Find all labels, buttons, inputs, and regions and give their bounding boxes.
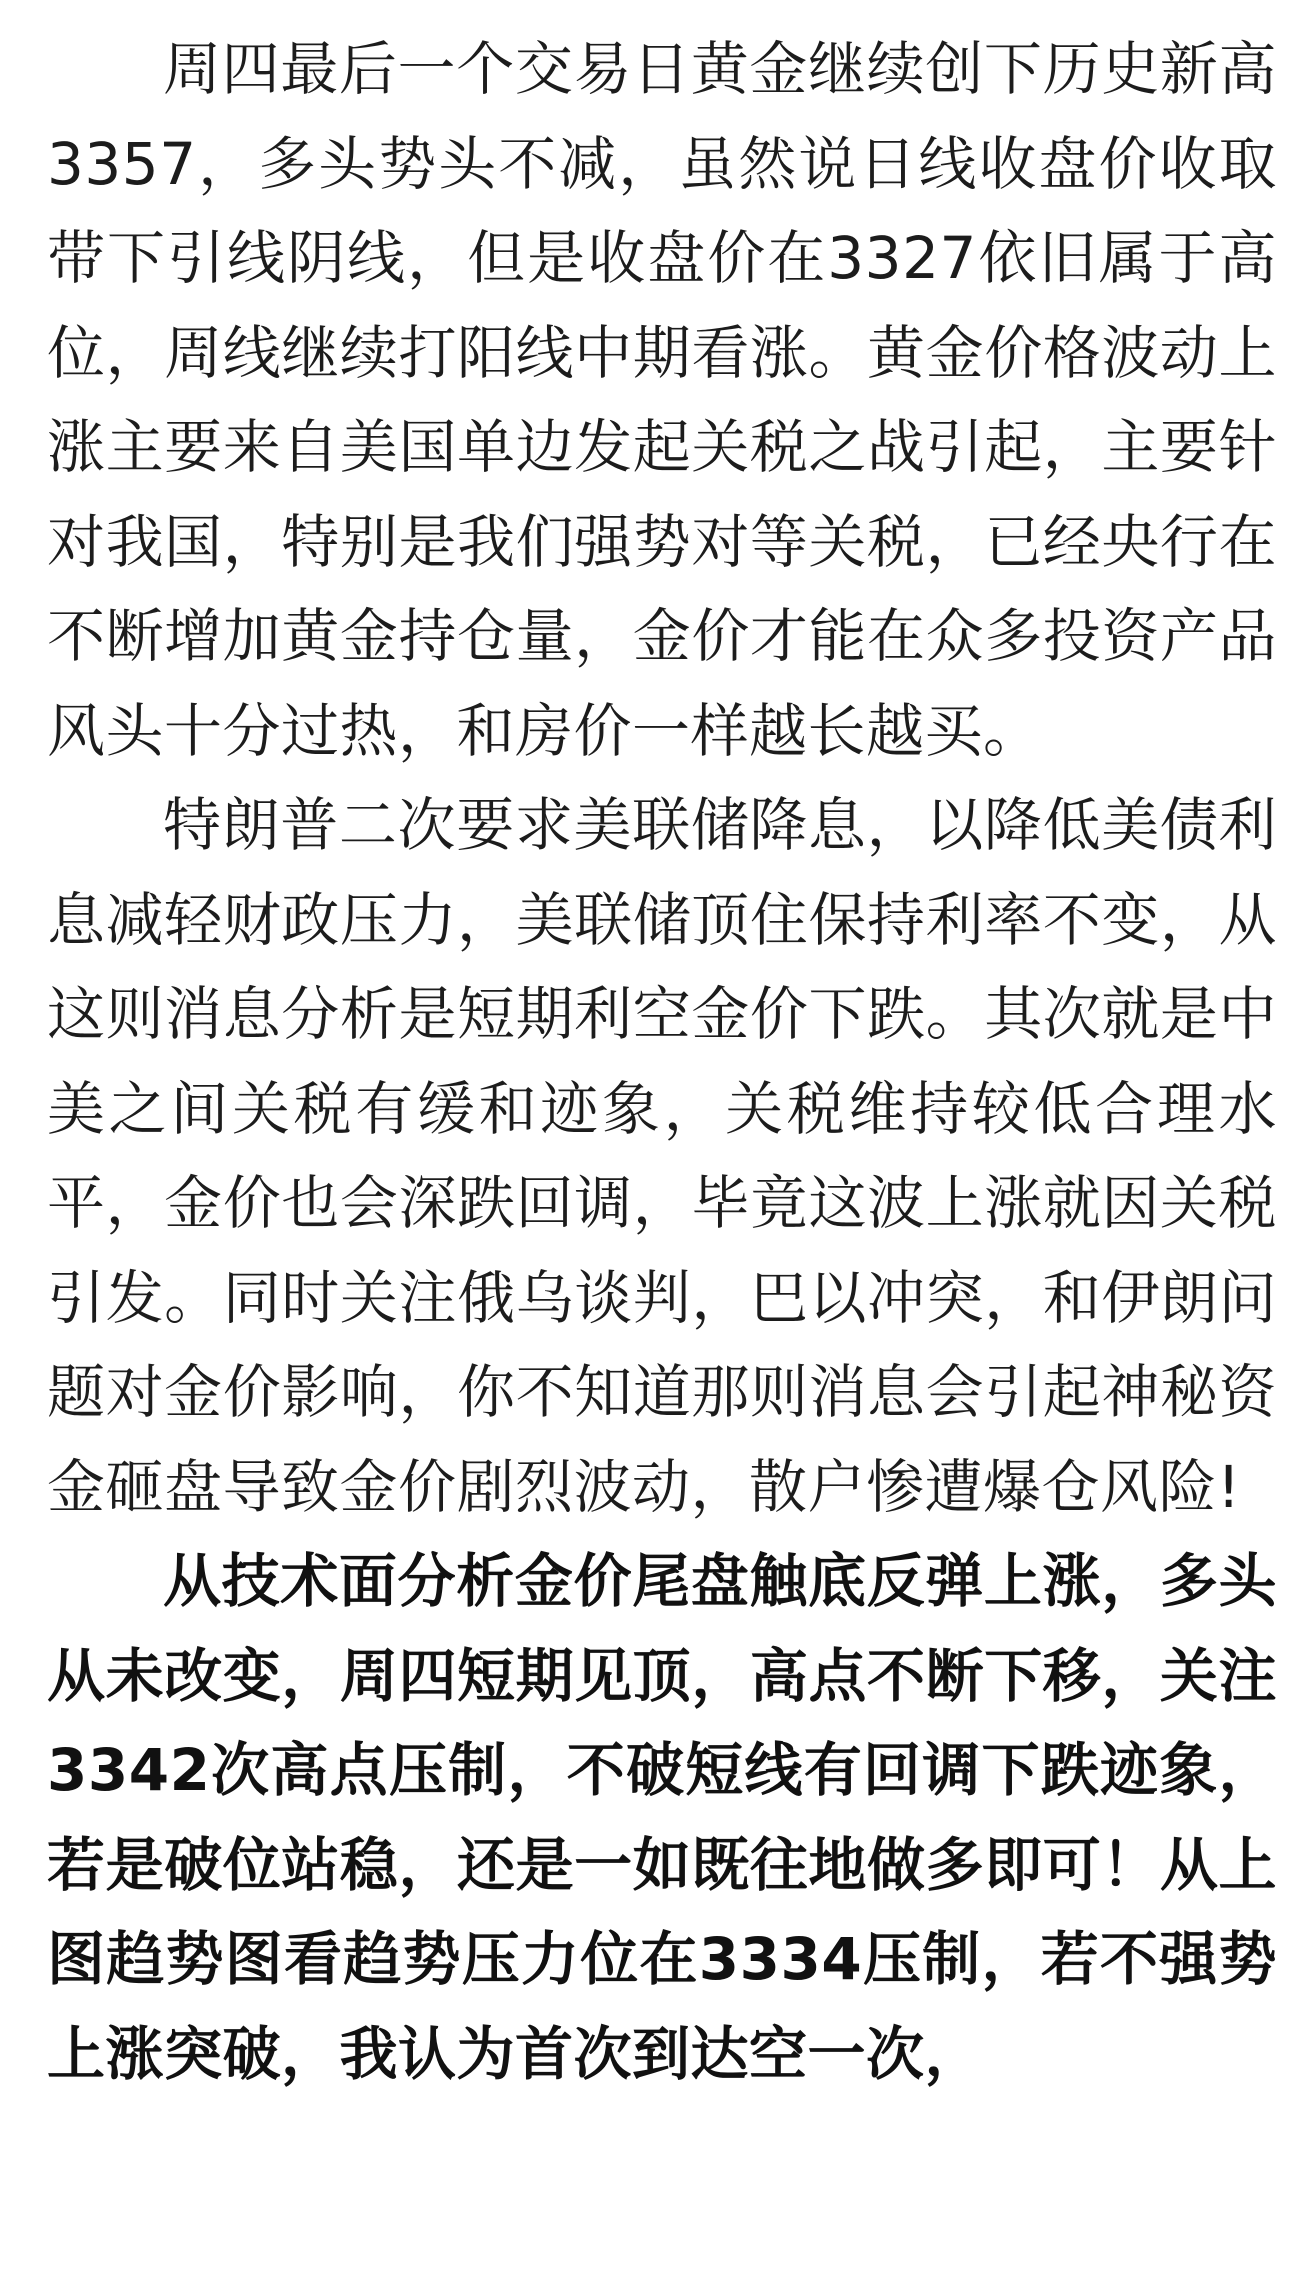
paragraph-gold-record-high: 周四最后一个交易日黄金继续创下历史新高3357，多头势头不减，虽然说日线收盘价收取带下引线阴线，但是收盘价在3327依旧属于高位，周线继续打阳线中期看涨。黄金价格波动上涨主要来自美国单边发起关税之战引起，主要针对我国，特别是我们强势对等关税，已经央行在不断增加黄金持仓量，金价才能在众多投资产品风头十分过热，和房价一样越长越买。 (47, 35, 1277, 765)
article-body (47, 22, 1277, 2101)
paragraph-fed-rate-news: 特朗普二次要求美联储降息，以降低美债利息减轻财政压力，美联储顶住保持利率不变，从这则消息分析是短期利空金价下跌。其次就是中美之间关税有缓和迹象，关税维持较低合理水平，金价也会深跌回调，毕竟这波上涨就因关税引发。同时关注俄乌谈判，巴以冲突，和伊朗问题对金价影响，你不知道那则消息会引起神秘资金砸盘导致金价剧烈波动，散户惨遭爆仓风险! (47, 791, 1277, 1521)
paragraph-technical-analysis: 从技术面分析金价尾盘触底反弹上涨，多头从未改变，周四短期见顶，高点不断下移，关注3342次高点压制，不破短线有回调下跌迹象，若是破位站稳，还是一如既往地做多即可！从上图趋势图看趋势压力位在3334压制，若不强势上涨突破，我认为首次到达空一次， (47, 1547, 1277, 2088)
